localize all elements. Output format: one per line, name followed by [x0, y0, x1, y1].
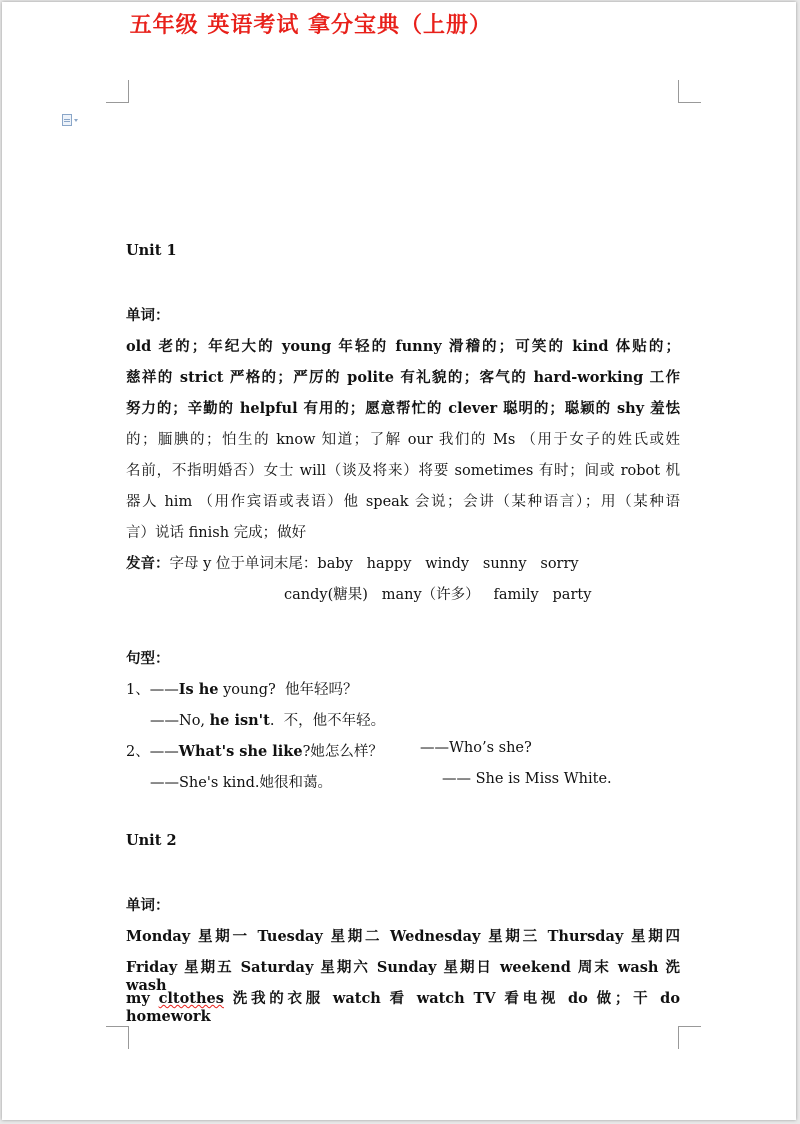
sentence-keyword: he isn't: [209, 712, 270, 729]
dash: ——: [149, 682, 179, 698]
vocab-text: my: [126, 990, 159, 1007]
unit2-vocab-line: Friday 星期五 Saturday 星期六 Sunday 星期日 weekend 周末 wash 洗 wash: [126, 959, 680, 994]
sentence-keyword: What's she like: [178, 743, 303, 760]
margin-mark-top-left: [106, 80, 129, 103]
title-text: 五年级 英语考试 拿分宝典（上册）: [129, 13, 492, 38]
document-sheet-icon: [62, 114, 72, 126]
sentence-number: 2、: [126, 744, 150, 760]
unit1-vocab-line: 的；腼腆的；怕生的 know 知道；了解 our 我们的 Ms （用于女子的姓氏或姓: [126, 432, 680, 448]
unit1-vocab-line: 言）说话 finish 完成；做好: [126, 525, 307, 541]
vocab-text: 洗我的衣服 watch 看 watch TV 看电视 do 做；干 do homework: [126, 990, 680, 1025]
dash: ——No,: [150, 713, 210, 729]
sentence-number: 1、: [126, 682, 150, 698]
phonics-words-2: candy(糖果) many（许多） family party: [284, 587, 592, 603]
sentence-2-question: [126, 740, 383, 761]
phonics-label: 发音：: [126, 555, 170, 572]
document-page: [2, 2, 796, 1120]
dash: ——: [149, 744, 179, 760]
document-icon[interactable]: [62, 114, 78, 126]
sentence-keyword: Is he: [178, 681, 219, 698]
unit2-vocab-label: 单词：: [126, 897, 170, 914]
unit2-heading: Unit 2: [126, 832, 177, 849]
margin-mark-top-right: [678, 80, 701, 103]
sentence-text: ?她怎么样？: [302, 744, 383, 760]
spelling-error-word: cltothes: [158, 990, 224, 1007]
phonics-rule: 字母 y 位于单词末尾：: [169, 556, 318, 572]
unit1-phonics: [126, 552, 579, 573]
dropdown-caret-icon: [74, 119, 78, 122]
unit1-vocab-line: 器人 him （用作宾语或表语）他 speak 会说；会讲（某种语言）；用（某种语: [126, 494, 680, 510]
unit1-vocab-line: 名前，不指明婚否）女士 will（谈及将来）将要 sometimes 有时；间或 robot 机: [126, 463, 680, 479]
sentence-2-answer-b: —— She is Miss White.: [442, 771, 612, 787]
unit1-vocab-line: 慈祥的 strict 严格的；严厉的 polite 有礼貌的；客气的 hard-working 工作: [126, 369, 680, 386]
sentence-text: . 不，他不年轻。: [269, 713, 386, 729]
sentence-1-answer: [150, 709, 385, 730]
sentence-1-question: [126, 678, 357, 699]
phonics-words-1: baby happy windy sunny sorry: [317, 556, 579, 572]
sentence-text: young? 他年轻吗？: [218, 682, 358, 698]
sentence-2-question-b: ——Who’s she?: [420, 740, 532, 756]
margin-mark-bottom-right: [678, 1026, 701, 1049]
unit1-vocab-line: 努力的；辛勤的 helpful 有用的；愿意帮忙的 clever 聪明的；聪颖的 shy 羞怯: [126, 400, 680, 417]
sentence-2-answer: ——She's kind.她很和蔼。: [150, 775, 333, 791]
unit1-heading: Unit 1: [126, 242, 177, 259]
unit1-vocab-line: old 老的；年纪大的 young 年轻的 funny 滑稽的；可笑的 kind 体贴的；: [126, 338, 680, 355]
page-title: [2, 8, 558, 39]
unit2-vocab-line: Monday 星期一 Tuesday 星期二 Wednesday 星期三 Thursday 星期四: [126, 928, 680, 945]
unit1-sentences-label: 句型：: [126, 650, 170, 667]
unit1-vocab-label: 单词：: [126, 307, 170, 324]
unit2-vocab-line: [126, 987, 680, 1025]
margin-mark-bottom-left: [106, 1026, 129, 1049]
